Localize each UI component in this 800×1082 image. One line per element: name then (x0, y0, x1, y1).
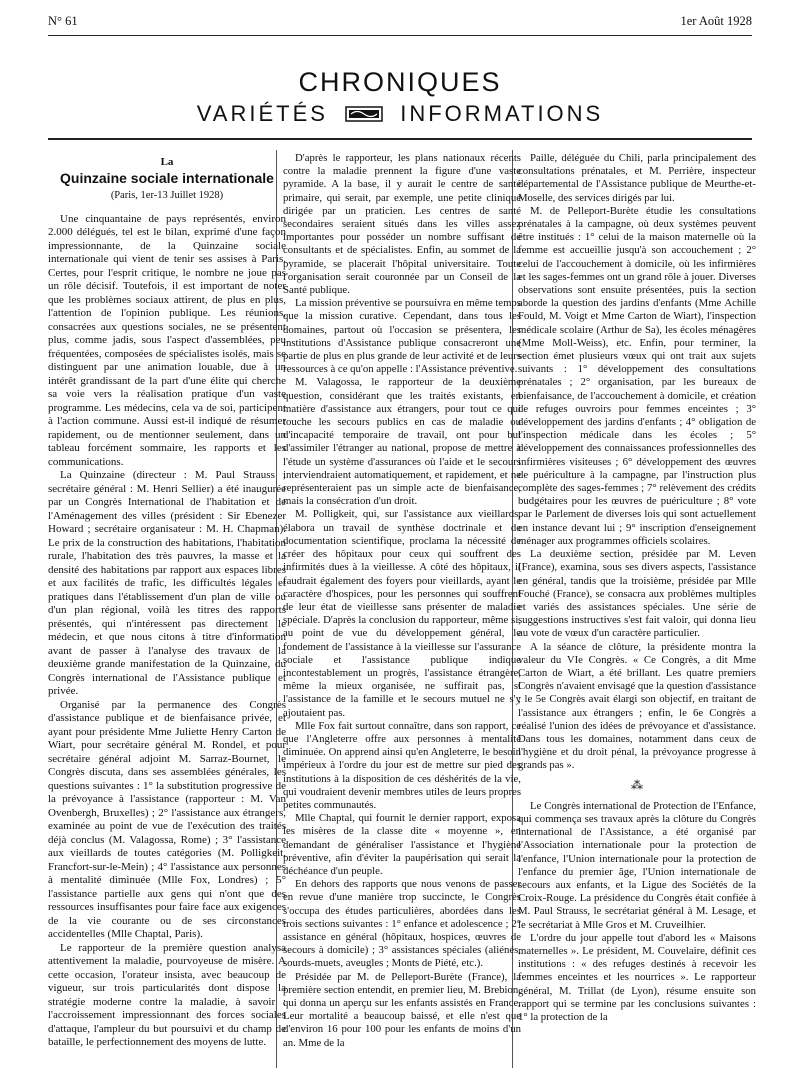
paragraph: Présidée par M. de Pelleport-Burète (France), la première section entendit, en premier lieu, M. Brebion, qui donna un aperçu sur les enfants assistés en France. Leur mortalité a beaucoup baissé, et elle n'est que d'environ 16 pour 100 pour les enfants de moins d'un an. Mme de la (283, 970, 521, 1049)
paragraph: A la séance de clôture, la présidente montra la valeur du VIe Congrès. « Ce Congrès, a dit Mme Carton de Wiart, a été brillant. Les quatre premiers Congrès n'avaient envisagé que la question d'assistance ; le 5e Congrès avait élargi son objectif, en traitant de l'assistance aux étrangers ; enfin, le 6e Congrès a réalisé l'union des idées de prévoyance et d'assistance. Dans tous les domaines, notamment dans ceux de l'hygiène et du droit pénal, la prévoyance progresse à grands pas ». (518, 640, 756, 772)
masthead-title: CHRONIQUES (298, 67, 502, 97)
paragraph: M. Polligkeit, qui, sur l'assistance aux vieillards, élabora un travail de synthèse doctrinale et de documentation scientifique, proclama la nécessité de créer des hôpitaux pour ceux qui souffrent des infirmités dues à la vieillesse. A côté des hôpitaux, il faudrait également des foyers pour vieillards, ayant le caractère d'hospices, pour les personnes qui souffrent de leur état de vieillesse sans présenter de maladie spéciale. D'après la conclusion du rapporteur, même si, au point de vue du développement général, le fondement de l'assistance à la vieillesse sur l'assurance sociale et l'assistance publique indique incontestablement un progrès, l'assistance étrangère, même la mieux organisée, ne suffirait pas, si l'assistance de la famille et le secours mutuel ne s'y ajoutaient pas. (283, 508, 521, 719)
issue-number: N° 61 (48, 14, 78, 28)
paragraph: D'après le rapporteur, les plans nationaux récents contre la maladie prennent la figure d'une vaste pyramide. A la base, il y aurait le centre de santé primaire, qui serait, par exemple, une petite clinique dirigée par un praticien. Les centres de santé secondaires seraient situés dans les villes assez importantes pour posséder un nombre suffisant de consultants et de spécialistes. Enfin, au sommet de la pyramide, se placerait l'hôpital universitaire. Toute l'organisation serait couronnée par un Conseil de la Santé publique. (283, 152, 521, 297)
paragraph: Organisé par la permanence des Congrès d'assistance publique et de bienfaisance privée, et ayant pour présidente Mme Juliette Henry Carton de Wiart, pour secrétaire général M. Rondel, et pour secrétaire général adjoint M. Sarraz-Bournet, le Congrès discuta, dans ses assemblées générales, les questions suivantes : 1° la substitution progressive de la prévoyance à l'assistance (rapporteur : M. Van Ovenbergh, Bruxelles) ; 2° l'assistance aux étrangers, examinée au point de vue de l'exécution des traités déjà conclus (M. Valagossa, Rome) ; 3° l'assistance aux vieillards de toutes catégories (M. Polligkeit, Francfort-sur-le-Mein) ; 4° l'assistance aux personnes à mentalité diminuée (Mlle Fox, Londres) ; 5° l'assistance partielle aux gens qui n'ont que des ressources insuffisantes pour faire face aux exigences de la vie courante ou de ses circonstances accidentelles (Mlle Chaptal, Paris). (48, 698, 286, 940)
paragraph: M. de Pelleport-Burète étudie les consultations prénatales à la campagne, où deux systèmes peuvent être institués : 1° celui de la maison maternelle où la femme est accueillie jusqu'à son accouchement ; 2° celui de l'accouchement à domicile, où les infirmières et les sages-femmes ont un grand rôle à jouer. Diverses observations sont ensuite présentées, puis la section aborde la question des jardins d'enfants (Mme Achille Fould, M. Voigt et Mme Carton de Wiart), l'inspection médicale scolaire (Arthur de Sa), les écoles ménagères (Mme Moll-Weiss), etc. Enfin, pour terminer, la section émet plusieurs vœux qui ont trait aux sujets suivants : 1° développement des consultations prénatales ; 2° organisation, par les bureaux de bienfaisance, de l'accouchement à domicile, et création de refuges ouvroirs pour femmes enceintes ; 3° développement des jardins d'enfants ; 4° obligation de l'inspection médicale dans les écoles ; 5° développement des connaissances professionnelles des infirmières visiteuses ; 6° développement des œuvres de puériculture à la campagne, par l'instruction plus complète des sages-femmes ; 7° relèvement des crédits budgétaires pour les œuvres de puériculture ; 8° vote par le Parlement de diverses lois qui sont actuellement en instance devant lui ; 9° inscription d'enseignement ménager aux programmes officiels scolaires. (518, 204, 756, 547)
masthead (0, 67, 800, 127)
masthead-right: INFORMATIONS (400, 101, 604, 127)
masthead-left: VARIÉTÉS (196, 101, 328, 127)
ornament-icon (345, 106, 383, 122)
paragraph: Le Congrès international de Protection de l'Enfance, qui commença ses travaux après la clôture du Congrès international de l'Assistance, a été organisé par l'Association internationale pour la protection de l'enfance, l'Union internationale pour la protection de l'enfance du premier âge, l'Union internationale de secours aux enfants, et la Ligue des Sociétés de la Croix-Rouge. La présidence du Congrès était confiée à M. Paul Strauss, le secrétariat général à M. Lesage, et le secrétariat à Mlle Gros et M. Cruveilhier. (518, 799, 756, 931)
article-title-small: La (160, 156, 174, 168)
column-1 (48, 152, 286, 1050)
masthead-subtitle (0, 100, 800, 127)
header-rule (48, 35, 752, 36)
paragraph: Une cinquantaine de pays représentés, environ 2.000 délégués, tel est le bilan, exprimé d'une façon impressionnante, de la Quinzaine sociale internationale qui vient de tenir ses assises à Paris. Certes, pour l'esprit critique, le nombre ne joue pas un rôle décisif. Toutefois, il est important de noter que les problèmes sociaux attirent, de plus en plus, l'attention de l'opinion publique. Les réunions, consacrées aux questions sociales, ne se présentent plus, comme jadis, sous l'aspect d'assemblées, peu fréquentées, composées de spécialistes isolés, mais se distinguent par une animation louable, due à un intérêt grandissant de la part d'une élite qui cherche sa voie vers la réalisation pratique d'un vaste programme. Les médecins, cela va de soi, participent à l'action commune. Aussi est-il indiqué de résumer rapidement, ou de mentionner seulement, dans un tableau forcément sommaire, les rapports et les communications. (48, 212, 286, 468)
paragraph: La Quinzaine (directeur : M. Paul Strauss ; secrétaire général : M. Henri Sellier) a été inaugurée par un Congrès International de l'habitation et de l'Aménagement des villes (président : Sir Ebenezer Howard ; secrétaire organisateur : M. H. Chapman). Le prix de la construction des habitations, l'habitation rurale, l'habitation des très pauvres, la masse et la densité des habitations par rapport aux espaces libres et aux facilités de trafic, les difficultés légales et pratiques dans l'établissement d'un plan de ville ou d'un plan régional, voilà les titres des rapports présentés, qui n'intéressent pas directement le médecin, et que nous citons à titre d'information avant de passer à l'analyse des travaux de la deuxième grande manifestation de la Quinzaine, du Congrès international de l'Assistance publique et privée. (48, 469, 286, 697)
article-title: Quinzaine sociale internationale (60, 169, 274, 186)
paragraph: Le rapporteur de la première question analysa attentivement la maladie, pourvoyeuse de misère. A cette occasion, l'orateur insista, avec beaucoup de vigueur, sur trois particularités dont dispose la stratégie moderne contre la maladie, à savoir : l'accroissement impressionnant des forces sociales d'attaque, l'ampleur du but poursuivi et du champ de bataille, le perfectionnement des moyens de lutte. (48, 941, 286, 1048)
column-2 (283, 152, 521, 1050)
column-3 (518, 152, 756, 1024)
masthead-rule (48, 138, 752, 140)
article-subtitle: (Paris, 1er-13 Juillet 1928) (110, 190, 224, 201)
section-asterism: ⁂ (631, 777, 643, 792)
paragraph: La mission préventive se poursuivra en même temps que la mission curative. Cependant, dans tous les domaines, partout où l'occasion se présentera, les institutions d'Assistance publique consacreront une partie de plus en plus grande de leur activité et de leurs ressources à ce qu'on appelle : l'Assistance préventive. (283, 297, 521, 376)
paragraph: La deuxième section, présidée par M. Leven (France), examina, sous ses divers aspects, l'assistance en général, tandis que la troisième, présidée par Mlle Fouché (France), se consacra aux problèmes multiples et variés des assistances spéciales. Une série de suggestions instructives s'est fait valoir, qui donna lieu au vote de vœux d'un caractère particulier. (518, 548, 756, 640)
paragraph: Mlle Chaptal, qui fournit le dernier rapport, exposa les misères de la classe dite « moyenne », en demandant de généraliser l'assistance et l'hygiène préventive, afin d'éviter la paupérisation qui serait la déchéance d'un peuple. (283, 812, 521, 877)
issue-date: 1er Août 1928 (680, 14, 752, 28)
paragraph: M. Valagossa, le rapporteur de la deuxième question, considérant que les traités existants, en matière d'assistance aux étrangers, pour tout ce qui touche les secours publics en cas de maladie ou d'incapacité temporaire de travail, ont pour but d'assimiler l'étranger au national, propose de mettre à l'étude un système d'assurances où l'aide et le secours interviendraient automatiquement, et rapidement, et ne représenteraient pas un simple acte de bienfaisance, mais la consécration d'un droit. (283, 376, 521, 508)
paragraph: Paille, déléguée du Chili, parla principalement des consultations prénatales, et M. Perrière, inspecteur départemental de l'Assistance publique de Meurthe-et-Moselle, des services dirigés par lui. (518, 152, 756, 204)
paragraph: Mlle Fox fait surtout connaître, dans son rapport, ce que l'Angleterre offre aux personnes à mentalité diminuée. On apprend ainsi qu'en Angleterre, le besoin impérieux à l'ordre du jour est de mettre sur pied des institutions à la disposition de ces déshérités de la vie, qui voudraient devenir membres utiles de leurs propres petites communautés. (283, 719, 521, 811)
paragraph: En dehors des rapports que nous venons de passer en revue d'une manière trop succincte, le Congrès s'occupa des études particulières, abordées dans les trois sections suivantes : 1° enfance et adolescence ; 2° assistance en général (hôpitaux, hospices, œuvres de secours à domicile) ; 3° assistances spéciales (aliénés, sourds-muets, aveugles ; Monts de Piété, etc.). (283, 878, 521, 970)
page-header (48, 14, 752, 34)
paragraph: L'ordre du jour appelle tout d'abord les « Maisons maternelles ». Le président, M. Couvelaire, définit ces institutions : « des refuges destinés à recevoir les femmes enceintes et les nourrices ». Le rapporteur général, M. Trillat (de Lyon), résume ensuite son rapport qui se termine par les conclusions suivantes : 1° la protection de la (518, 931, 756, 1023)
